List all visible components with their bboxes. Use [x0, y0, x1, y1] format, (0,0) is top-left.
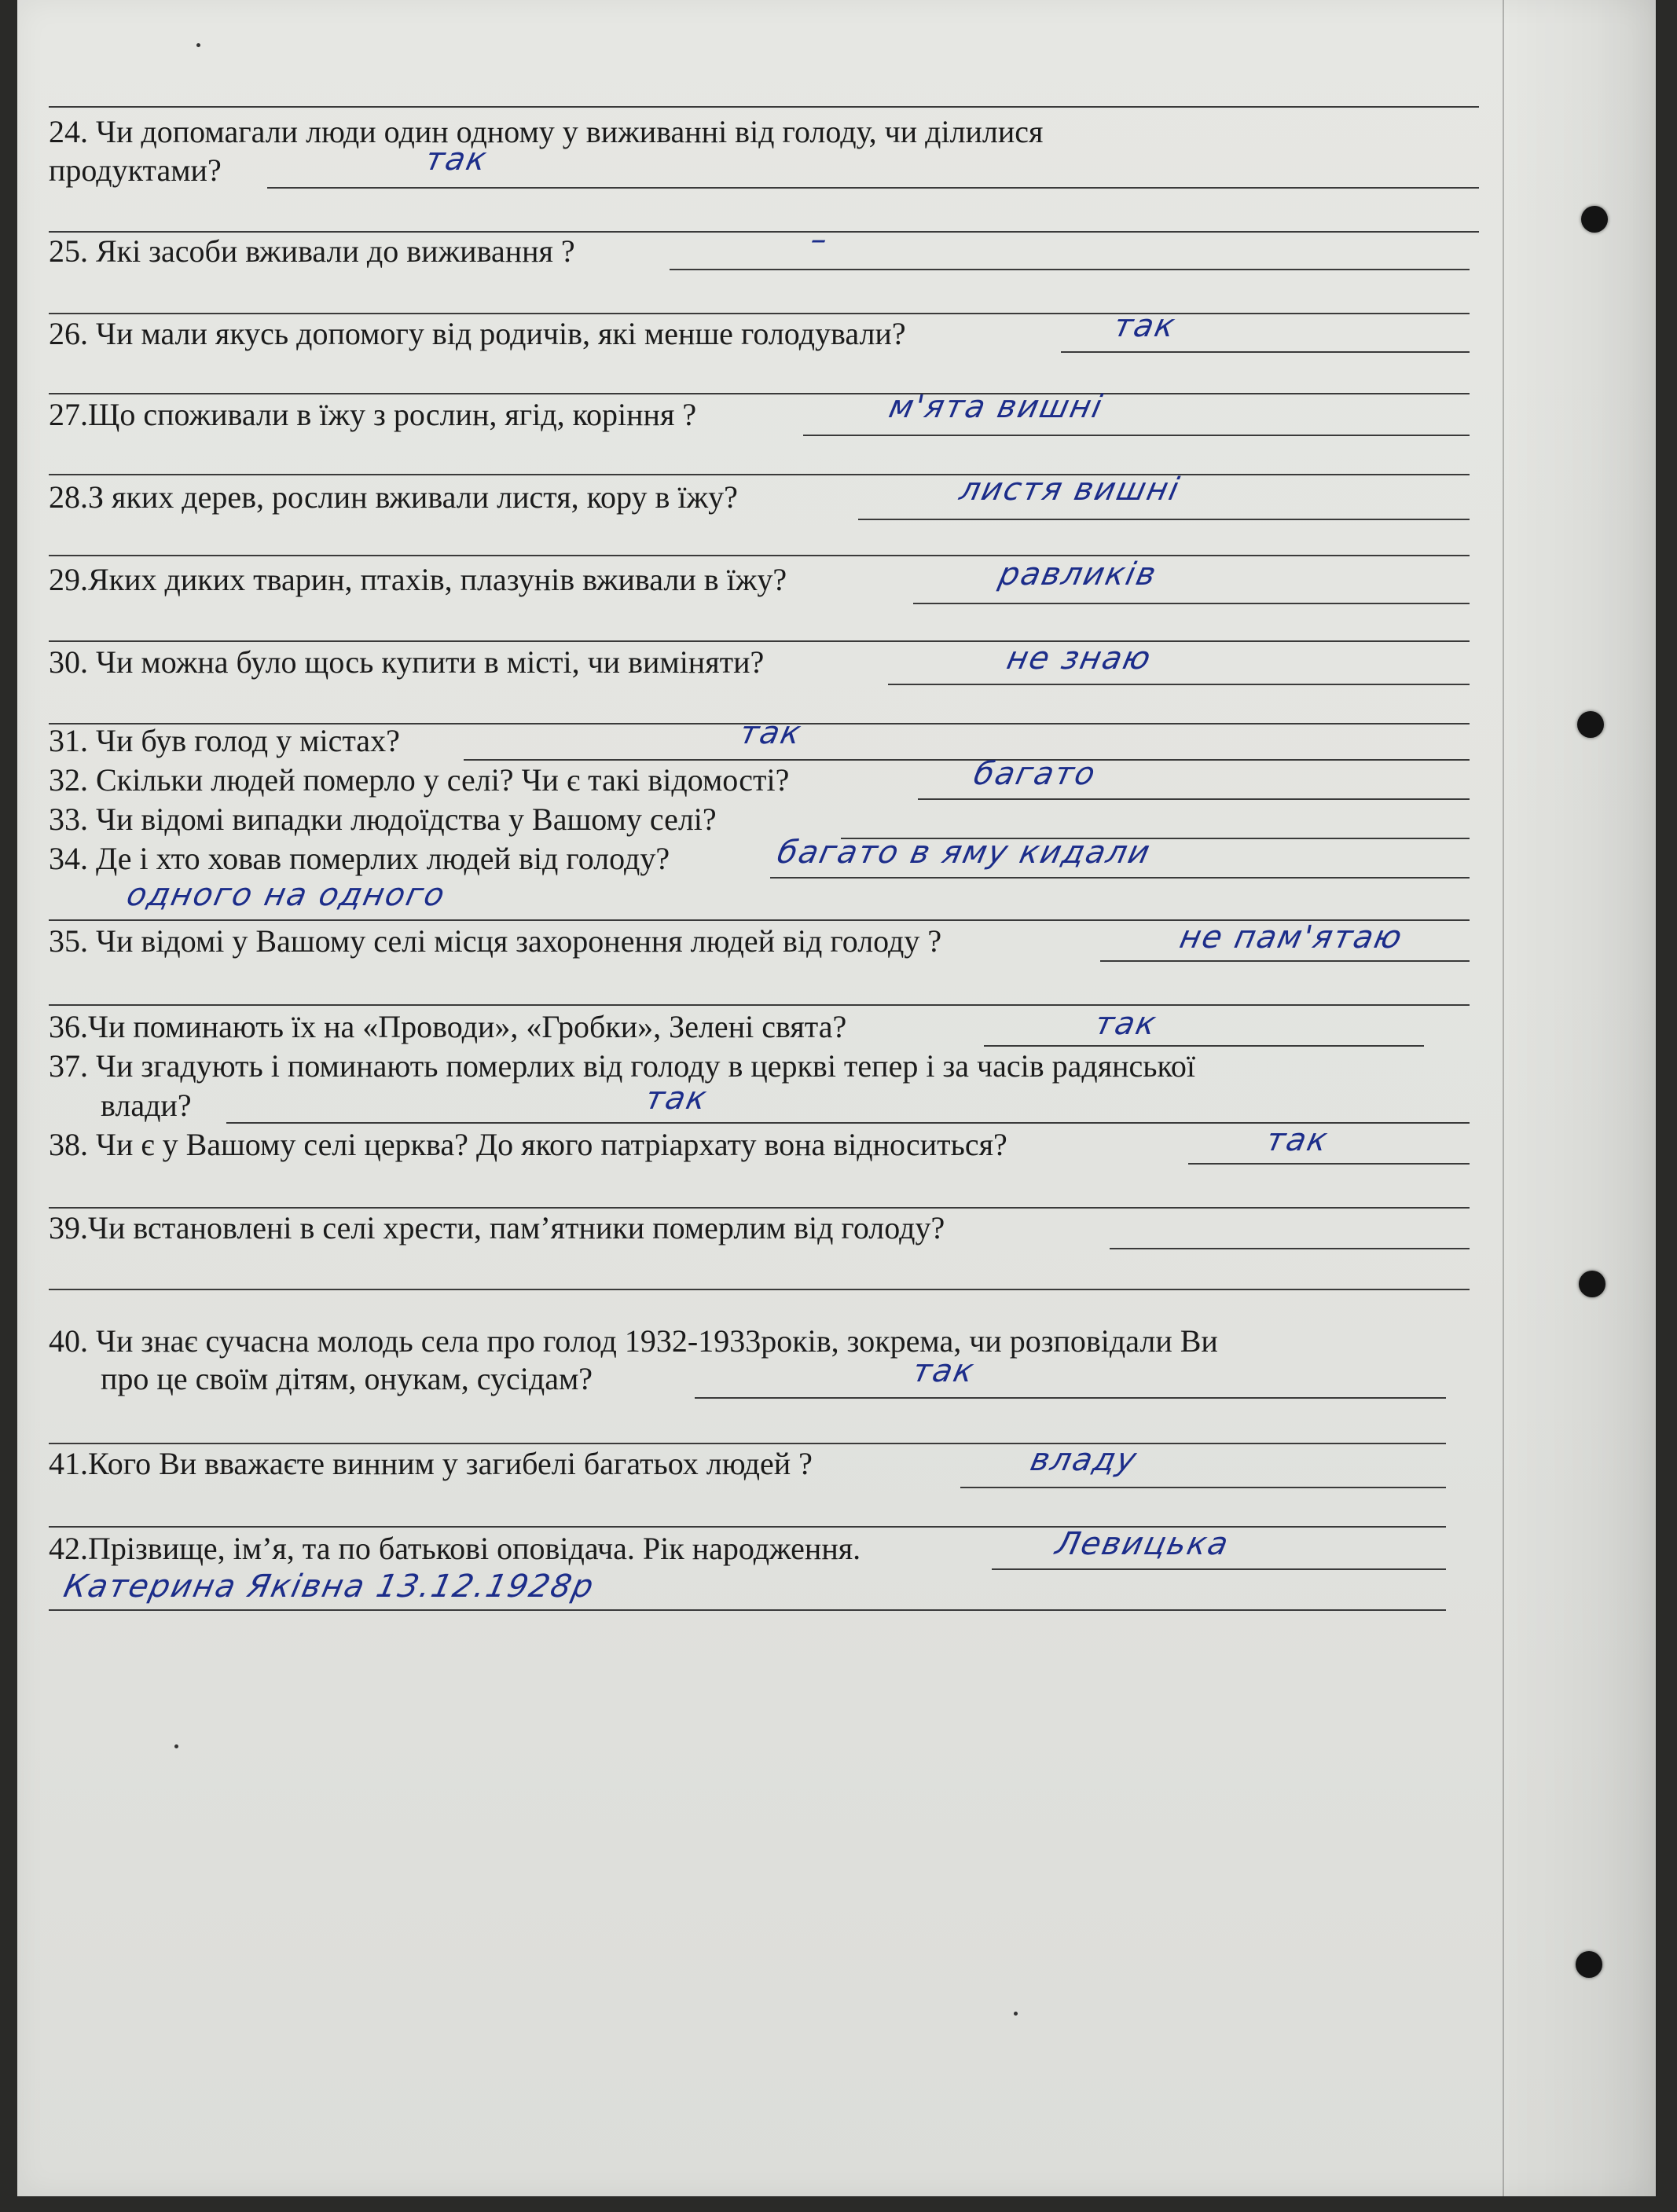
answer-line-25[interactable] [670, 269, 1470, 270]
answer-line-39[interactable] [1110, 1248, 1470, 1249]
speck [196, 43, 200, 47]
question-33: 33. Чи відомі випадки людоїдства у Вашому селі? [49, 802, 717, 837]
answer-42-cont: Катерина Яківна 13.12.1928р [61, 1568, 598, 1605]
question-40: 40. Чи знає сучасна молодь села про голод 1932-1933років, зокрема, чи розповідали Ви [49, 1323, 1218, 1359]
answer-29: равликів [996, 556, 1161, 592]
question-36: 36.Чи поминають їх на «Проводи», «Гробки», Зелені свята? [49, 1009, 847, 1044]
answer-27: м'ята вишні [886, 389, 1107, 425]
answer-30: не знаю [1004, 640, 1155, 677]
question-25: 25. Які засоби вживали до виживання ? [49, 233, 575, 269]
question-26: 26. Чи мали якусь допомогу від родичів, які менше голодували? [49, 316, 906, 351]
rule-line [49, 1004, 1470, 1006]
answer-32: багато [971, 756, 1100, 792]
rule-line [49, 106, 1479, 108]
answer-line-35[interactable] [1100, 960, 1470, 962]
question-24: 24. Чи допомагали люди один одному у виживанні від голоду, чи ділилися [49, 114, 1044, 149]
question-37-cont: влади? [101, 1088, 192, 1123]
rule-line [49, 1526, 1446, 1528]
question-42: 42.Прізвище, ім’я, та по батькові оповідача. Рік народження. [49, 1531, 861, 1566]
answer-line-42b[interactable] [49, 1609, 1446, 1611]
answer-36: так [1092, 1006, 1161, 1042]
answer-28: листя вишні [956, 471, 1183, 508]
answer-line-32[interactable] [918, 798, 1470, 800]
answer-line-28[interactable] [858, 519, 1470, 520]
answer-41: владу [1027, 1442, 1141, 1478]
answer-24: так [422, 141, 491, 178]
answer-35: не пам'ятаю [1176, 919, 1407, 956]
answer-line-42[interactable] [992, 1568, 1446, 1570]
answer-line-38[interactable] [1188, 1163, 1470, 1165]
question-38: 38. Чи є у Вашому селі церква? До якого патріархату вона відноситься? [49, 1127, 1007, 1162]
answer-34: багато в яму кидали [774, 835, 1154, 871]
answer-40: так [909, 1353, 978, 1389]
question-41: 41.Кого Ви вважаєте винним у загибелі багатьох людей ? [49, 1446, 813, 1481]
question-32: 32. Скільки людей померло у селі? Чи є такі відомості? [49, 762, 790, 798]
answer-37: так [642, 1080, 711, 1117]
question-31: 31. Чи був голод у містах? [49, 723, 400, 758]
question-40-cont: про це своїм дітям, онукам, сусідам? [101, 1361, 593, 1396]
question-30: 30. Чи можна було щось купити в місті, чи виміняти? [49, 644, 765, 680]
page-edge-shadow [1503, 0, 1657, 2196]
binder-hole [1577, 711, 1604, 738]
rule-line [49, 393, 1470, 394]
answer-34-cont: одного на одного [123, 877, 450, 913]
answer-line-41[interactable] [960, 1487, 1446, 1488]
question-39: 39.Чи встановлені в селі хрести, пам’ятники померлим від голоду? [49, 1210, 945, 1245]
binder-hole [1581, 206, 1608, 233]
question-28: 28.З яких дерев, рослин вживали листя, кору в їжу? [49, 479, 738, 515]
answer-line-34[interactable] [770, 877, 1470, 879]
answer-38: так [1263, 1122, 1332, 1158]
question-29: 29.Яких диких тварин, птахів, плазунів вживали в їжу? [49, 562, 787, 597]
answer-line-26[interactable] [1061, 351, 1470, 353]
answer-line-24[interactable] [267, 187, 1479, 189]
document-page [17, 0, 1656, 2196]
answer-42: Левицька [1052, 1526, 1233, 1562]
answer-25: – [807, 222, 832, 258]
question-34: 34. Де і хто ховав померлих людей від голоду? [49, 841, 670, 876]
answer-31: так [736, 715, 805, 751]
rule-line [49, 640, 1470, 642]
answer-26: так [1110, 308, 1180, 344]
rule-line [49, 555, 1470, 556]
speck [1014, 2012, 1018, 2016]
answer-line-30[interactable] [888, 684, 1470, 685]
speck [174, 1744, 178, 1748]
binder-hole [1579, 1271, 1605, 1297]
answer-line-40[interactable] [695, 1397, 1446, 1399]
binder-hole [1576, 1951, 1602, 1978]
answer-line-27[interactable] [803, 435, 1470, 436]
answer-line-29[interactable] [913, 603, 1470, 604]
rule-line [49, 474, 1470, 475]
question-35: 35. Чи відомі у Вашому селі місця захоронення людей від голоду ? [49, 923, 942, 959]
question-27: 27.Що споживали в їжу з рослин, ягід, коріння ? [49, 397, 697, 432]
rule-line [49, 1289, 1470, 1290]
question-24-cont: продуктами? [49, 152, 222, 188]
question-37: 37. Чи згадують і поминають померлих від голоду в церкві тепер і за часів радянської [49, 1048, 1196, 1084]
